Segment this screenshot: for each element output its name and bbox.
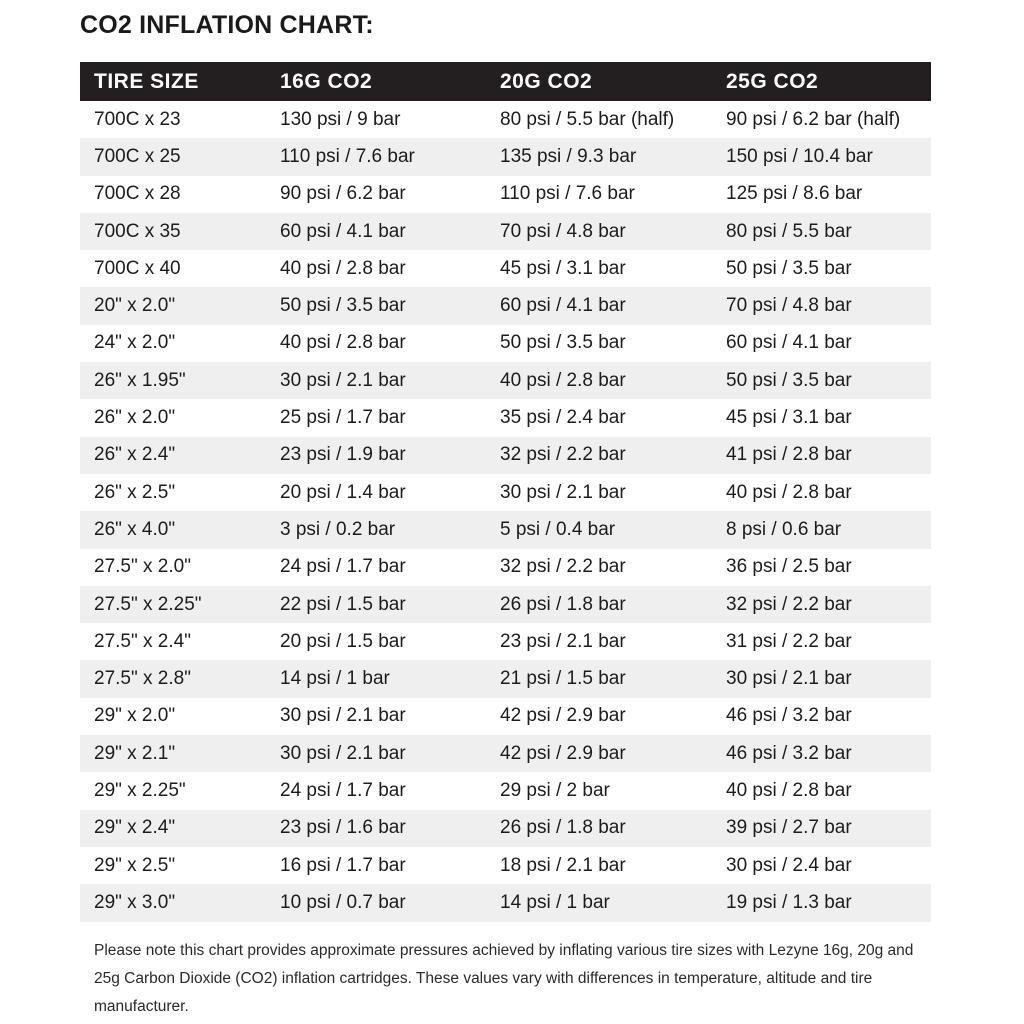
20g-co2-cell: 60 psi / 4.1 bar xyxy=(500,295,626,317)
25g-co2-cell: 50 psi / 3.5 bar xyxy=(726,369,852,391)
25g-co2-cell: 32 psi / 2.2 bar xyxy=(726,593,852,615)
25g-co2-cell: 45 psi / 3.1 bar xyxy=(726,407,852,429)
20g-co2-cell: 23 psi / 2.1 bar xyxy=(500,630,626,652)
header-16g-co2: 16G CO2 xyxy=(280,69,373,93)
tire-size-cell: 26" x 2.0" xyxy=(94,407,176,429)
table-row xyxy=(80,101,931,138)
16g-co2-cell: 40 psi / 2.8 bar xyxy=(280,257,406,279)
tire-size-cell: 29" x 2.0" xyxy=(94,705,176,727)
20g-co2-cell: 70 psi / 4.8 bar xyxy=(500,220,626,242)
20g-co2-cell: 5 psi / 0.4 bar xyxy=(500,518,616,540)
tire-size-cell: 700C x 25 xyxy=(94,145,181,167)
tire-size-cell: 29" x 2.5" xyxy=(94,854,176,876)
tire-size-cell: 29" x 2.4" xyxy=(94,817,176,839)
16g-co2-cell: 60 psi / 4.1 bar xyxy=(280,220,406,242)
20g-co2-cell: 29 psi / 2 bar xyxy=(500,779,610,801)
25g-co2-cell: 125 psi / 8.6 bar xyxy=(726,183,863,205)
table-row xyxy=(80,176,931,213)
20g-co2-cell: 14 psi / 1 bar xyxy=(500,891,610,913)
20g-co2-cell: 30 psi / 2.1 bar xyxy=(500,481,626,503)
20g-co2-cell: 40 psi / 2.8 bar xyxy=(500,369,626,391)
20g-co2-cell: 32 psi / 2.2 bar xyxy=(500,556,626,578)
20g-co2-cell: 45 psi / 3.1 bar xyxy=(500,257,626,279)
20g-co2-cell: 18 psi / 2.1 bar xyxy=(500,854,626,876)
16g-co2-cell: 14 psi / 1 bar xyxy=(280,668,390,690)
table-row xyxy=(80,474,931,511)
16g-co2-cell: 3 psi / 0.2 bar xyxy=(280,518,396,540)
table-row xyxy=(80,287,931,324)
16g-co2-cell: 10 psi / 0.7 bar xyxy=(280,891,406,913)
20g-co2-cell: 21 psi / 1.5 bar xyxy=(500,668,626,690)
25g-co2-cell: 150 psi / 10.4 bar xyxy=(726,145,873,167)
20g-co2-cell: 50 psi / 3.5 bar xyxy=(500,332,626,354)
tire-size-cell: 700C x 23 xyxy=(94,108,181,130)
16g-co2-cell: 24 psi / 1.7 bar xyxy=(280,556,406,578)
footnote: Please note this chart provides approximate pressures achieved by inflating various tire sizes with Lezyne 16g, 20g and 25g Carbon Dioxide (CO2) inflation cartridges. These values vary with differences in temperature, altitude and tire manufacturer. xyxy=(94,942,914,1015)
table-body xyxy=(80,101,931,922)
table-row xyxy=(80,213,931,250)
tire-size-cell: 27.5" x 2.4" xyxy=(94,630,191,652)
16g-co2-cell: 130 psi / 9 bar xyxy=(280,108,401,130)
tire-size-cell: 29" x 3.0" xyxy=(94,891,176,913)
table-row xyxy=(80,623,931,660)
table-row xyxy=(80,698,931,735)
16g-co2-cell: 110 psi / 7.6 bar xyxy=(280,145,415,167)
header-25g-co2: 25G CO2 xyxy=(726,69,819,93)
table-row xyxy=(80,511,931,548)
25g-co2-cell: 19 psi / 1.3 bar xyxy=(726,891,852,913)
table-row xyxy=(80,138,931,175)
25g-co2-cell: 31 psi / 2.2 bar xyxy=(726,630,852,652)
table-row xyxy=(80,399,931,436)
20g-co2-cell: 42 psi / 2.9 bar xyxy=(500,705,626,727)
16g-co2-cell: 30 psi / 2.1 bar xyxy=(280,742,406,764)
25g-co2-cell: 40 psi / 2.8 bar xyxy=(726,779,852,801)
20g-co2-cell: 32 psi / 2.2 bar xyxy=(500,444,626,466)
16g-co2-cell: 90 psi / 6.2 bar xyxy=(280,183,406,205)
table-row xyxy=(80,549,931,586)
tire-size-cell: 29" x 2.1" xyxy=(94,742,176,764)
25g-co2-cell: 50 psi / 3.5 bar xyxy=(726,257,852,279)
20g-co2-cell: 26 psi / 1.8 bar xyxy=(500,817,626,839)
25g-co2-cell: 40 psi / 2.8 bar xyxy=(726,481,852,503)
16g-co2-cell: 30 psi / 2.1 bar xyxy=(280,369,406,391)
table-row xyxy=(80,735,931,772)
16g-co2-cell: 50 psi / 3.5 bar xyxy=(280,295,406,317)
table-row xyxy=(80,660,931,697)
20g-co2-cell: 35 psi / 2.4 bar xyxy=(500,407,626,429)
table-row xyxy=(80,437,931,474)
table-row xyxy=(80,250,931,287)
16g-co2-cell: 16 psi / 1.7 bar xyxy=(280,854,406,876)
16g-co2-cell: 30 psi / 2.1 bar xyxy=(280,705,406,727)
16g-co2-cell: 20 psi / 1.4 bar xyxy=(280,481,406,503)
tire-size-cell: 27.5" x 2.25" xyxy=(94,593,202,615)
20g-co2-cell: 110 psi / 7.6 bar xyxy=(500,183,635,205)
16g-co2-cell: 40 psi / 2.8 bar xyxy=(280,332,406,354)
table-row xyxy=(80,325,931,362)
table-row xyxy=(80,810,931,847)
tire-size-cell: 27.5" x 2.0" xyxy=(94,556,191,578)
inflation-table xyxy=(80,62,931,922)
25g-co2-cell: 39 psi / 2.7 bar xyxy=(726,817,852,839)
25g-co2-cell: 36 psi / 2.5 bar xyxy=(726,556,852,578)
table-row xyxy=(80,586,931,623)
tire-size-cell: 700C x 40 xyxy=(94,257,181,279)
20g-co2-cell: 26 psi / 1.8 bar xyxy=(500,593,626,615)
25g-co2-cell: 70 psi / 4.8 bar xyxy=(726,295,852,317)
25g-co2-cell: 90 psi / 6.2 bar (half) xyxy=(726,108,901,130)
tire-size-cell: 700C x 28 xyxy=(94,183,181,205)
25g-co2-cell: 8 psi / 0.6 bar xyxy=(726,518,842,540)
20g-co2-cell: 80 psi / 5.5 bar (half) xyxy=(500,108,675,130)
16g-co2-cell: 23 psi / 1.9 bar xyxy=(280,444,406,466)
table-row xyxy=(80,884,931,921)
header-20g-co2: 20G CO2 xyxy=(500,69,593,93)
16g-co2-cell: 23 psi / 1.6 bar xyxy=(280,817,406,839)
table-row xyxy=(80,772,931,809)
25g-co2-cell: 30 psi / 2.1 bar xyxy=(726,668,852,690)
table-row xyxy=(80,362,931,399)
page-title: CO2 INFLATION CHART: xyxy=(80,11,374,39)
16g-co2-cell: 25 psi / 1.7 bar xyxy=(280,407,406,429)
tire-size-cell: 700C x 35 xyxy=(94,220,181,242)
header-row xyxy=(80,62,931,101)
25g-co2-cell: 46 psi / 3.2 bar xyxy=(726,742,852,764)
table-row xyxy=(80,847,931,884)
16g-co2-cell: 22 psi / 1.5 bar xyxy=(280,593,406,615)
tire-size-cell: 26" x 4.0" xyxy=(94,518,176,540)
tire-size-cell: 26" x 1.95" xyxy=(94,369,186,391)
25g-co2-cell: 60 psi / 4.1 bar xyxy=(726,332,852,354)
25g-co2-cell: 80 psi / 5.5 bar xyxy=(726,220,852,242)
16g-co2-cell: 24 psi / 1.7 bar xyxy=(280,779,406,801)
tire-size-cell: 27.5" x 2.8" xyxy=(94,668,191,690)
tire-size-cell: 20" x 2.0" xyxy=(94,295,176,317)
tire-size-cell: 29" x 2.25" xyxy=(94,779,186,801)
25g-co2-cell: 41 psi / 2.8 bar xyxy=(726,444,852,466)
25g-co2-cell: 46 psi / 3.2 bar xyxy=(726,705,852,727)
tire-size-cell: 26" x 2.4" xyxy=(94,444,176,466)
16g-co2-cell: 20 psi / 1.5 bar xyxy=(280,630,406,652)
25g-co2-cell: 30 psi / 2.4 bar xyxy=(726,854,852,876)
header-tire-size: TIRE SIZE xyxy=(94,69,199,93)
tire-size-cell: 26" x 2.5" xyxy=(94,481,176,503)
20g-co2-cell: 135 psi / 9.3 bar xyxy=(500,145,637,167)
tire-size-cell: 24" x 2.0" xyxy=(94,332,176,354)
20g-co2-cell: 42 psi / 2.9 bar xyxy=(500,742,626,764)
table-header xyxy=(80,62,931,101)
